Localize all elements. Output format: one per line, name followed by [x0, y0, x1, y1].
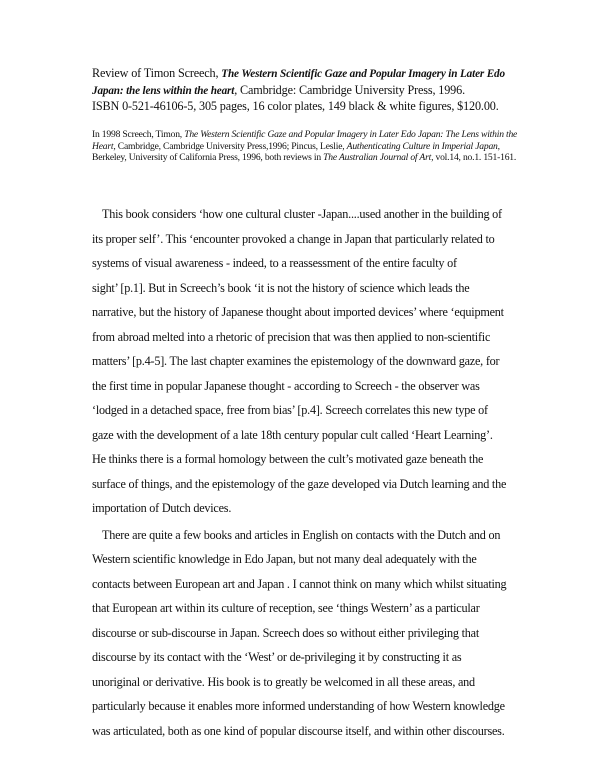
text-line: ‘lodged in a detached space, free from bias’ [p.4]. Screech correlates this new type of	[92, 403, 488, 417]
text-line: matters’ [p.4-5]. The last chapter examines the epistemology of the downward gaze, for	[92, 354, 500, 368]
text-line: its proper self’. This ‘encounter provoked a change in Japan that particularly related to	[92, 231, 495, 246]
publication-note	[92, 129, 522, 164]
note-part-4: , vol.14, no.1. 151-161.	[431, 152, 517, 164]
note-part-1: In 1998 Screech, Timon,	[92, 129, 185, 140]
paragraph-2	[92, 528, 522, 749]
review-citation	[92, 66, 532, 115]
citation-publisher: , Cambridge: Cambridge University Press, 1996.	[234, 82, 465, 97]
text-line: from abroad melted into a rhetoric of precision that was then applied to non-scientific	[92, 329, 491, 344]
review-body	[92, 207, 522, 748]
note-title-1: The Western Scientific Gaze and Popular Imagery in Later Edo Japan: The Lens within the Heart,	[92, 129, 518, 152]
text-line: This book considers ‘how one cultural cluster -Japan....used another in the building of	[102, 207, 502, 221]
paragraph-1	[92, 207, 522, 526]
text-line: gaze with the development of a late 18th century popular cult called ‘Heart Learning’.	[92, 427, 493, 442]
note-part-2: Cambridge, Cambridge University Press,1996; Pincus, Leslie,	[115, 140, 347, 152]
text-line: contacts between European art and Japan . I cannot think on many which whilst situating	[92, 576, 507, 591]
text-line: surface of things, and the epistemology of the gaze developed via Dutch learning and the	[92, 476, 507, 491]
text-line: There are quite a few books and articles in English on contacts with the Dutch and on	[102, 527, 501, 542]
text-line: Western scientific knowledge in Edo Japan, but not many deal adequately with the	[92, 552, 477, 566]
text-line: He thinks there is a formal homology between the cult’s motivated gaze beneath the	[92, 452, 484, 466]
text-line: discourse by its contact with the ‘West’ or de-privileging it by constructing it as	[92, 650, 462, 664]
note-title-2: Authenticating Culture in Imperial Japan,	[346, 140, 500, 152]
text-line: that European art within its culture of reception, see ‘things Western’ as a particular	[92, 601, 480, 615]
text-line: discourse or sub-discourse in Japan. Screech does so without either privileging that	[92, 625, 479, 640]
text-line: systems of visual awareness - indeed, to a reassessment of the entire faculty of	[92, 256, 457, 270]
text-line: was articulated, both as one kind of popular discourse itself, and within other discourses.	[92, 723, 505, 738]
text-line: unoriginal or derivative. His book is to greatly be welcomed in all these areas, and	[92, 674, 475, 689]
citation-details: ISBN 0-521-46106-5, 305 pages, 16 color plates, 149 black & white figures, $120.00.	[92, 99, 499, 113]
citation-prefix: Review of Timon Screech,	[92, 66, 222, 80]
book-title: The Western Scientific Gaze and Popular Imagery in Later Edo Japan: the lens within the heart	[92, 68, 505, 97]
note-title-3: The Australian Journal of Art	[323, 152, 432, 164]
text-line: particularly because it enables more informed understanding of how Western knowledge	[92, 699, 505, 713]
text-line: sight’ [p.1]. But in Screech’s book ‘it is not the history of science which leads the	[92, 280, 470, 295]
text-line: the first time in popular Japanese thought - according to Screech - the observer was	[92, 378, 480, 393]
text-line: importation of Dutch devices.	[92, 501, 232, 515]
text-line: narrative, but the history of Japanese thought about imported devices’ where ‘equipment	[92, 305, 504, 319]
note-part-3: Berkeley, University of California Press, 1996, both reviews in	[92, 152, 324, 164]
